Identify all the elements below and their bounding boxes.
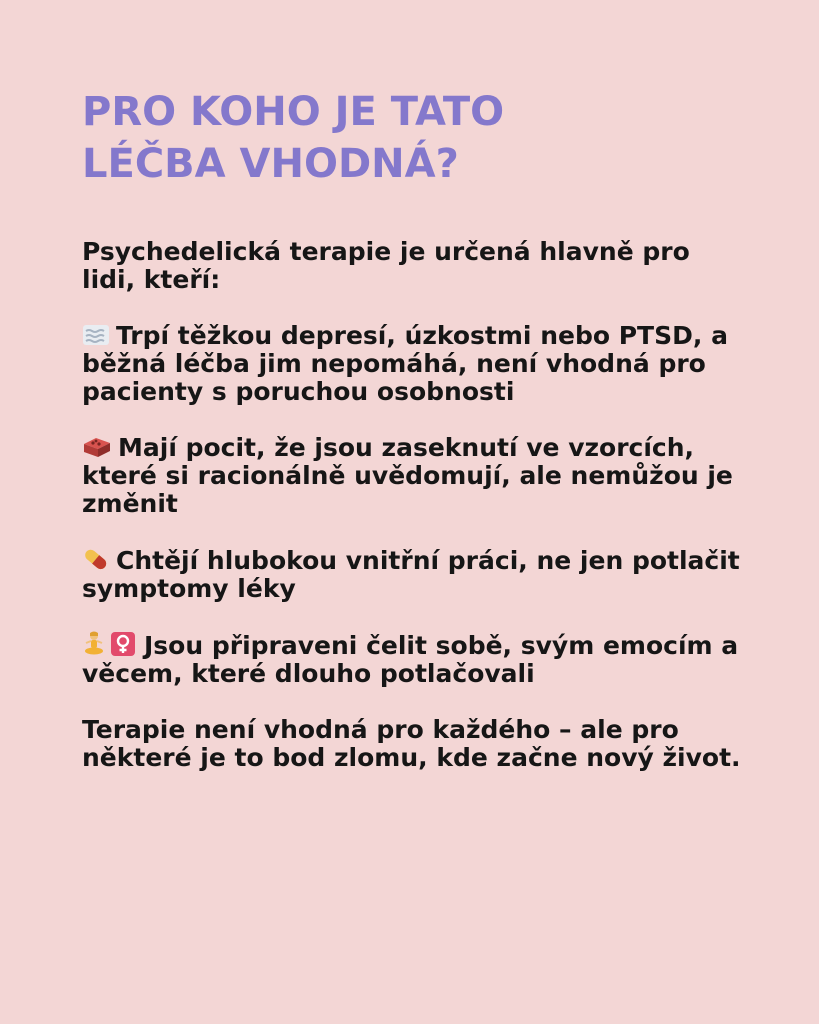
brick-emoji-icon [82,435,112,459]
list-item-text: Trpí těžkou depresí, úzkostmi nebo PTSD, a běžná léčba jim nepomáhá, není vhodná pro pacienty s poruchou osobnosti [82,321,728,406]
fog-emoji-icon [82,323,110,347]
list-item-text: Chtějí hlubokou vnitřní práci, ne jen potlačit symptomy léky [82,546,740,603]
list-item-depression [82,322,742,406]
list-item-stuck [82,434,742,518]
list-item-inner-work [82,546,742,603]
title-line-2: LÉČBA VHODNÁ? [82,141,459,187]
list-item-ready [82,631,742,688]
intro-text: Psychedelická terapie je určená hlavně pro lidi, kteří: [82,237,690,294]
page-title [82,86,762,190]
closing-text: Terapie není vhodná pro každého – ale pro některé je to bod zlomu, kde začne nový život. [82,715,741,772]
title-line-1: PRO KOHO JE TATO [82,89,505,135]
meditating-woman-emoji-icon [82,631,138,657]
list-item-text: Mají pocit, že jsou zaseknutí ve vzorcích, které si racionálně uvědomují, ale nemůžou je změnit [82,433,733,518]
pill-emoji-icon [82,546,110,572]
list-item-text: Jsou připraveni čelit sobě, svým emocím a věcem, které dlouho potlačovali [82,631,739,688]
content-body [82,238,742,772]
